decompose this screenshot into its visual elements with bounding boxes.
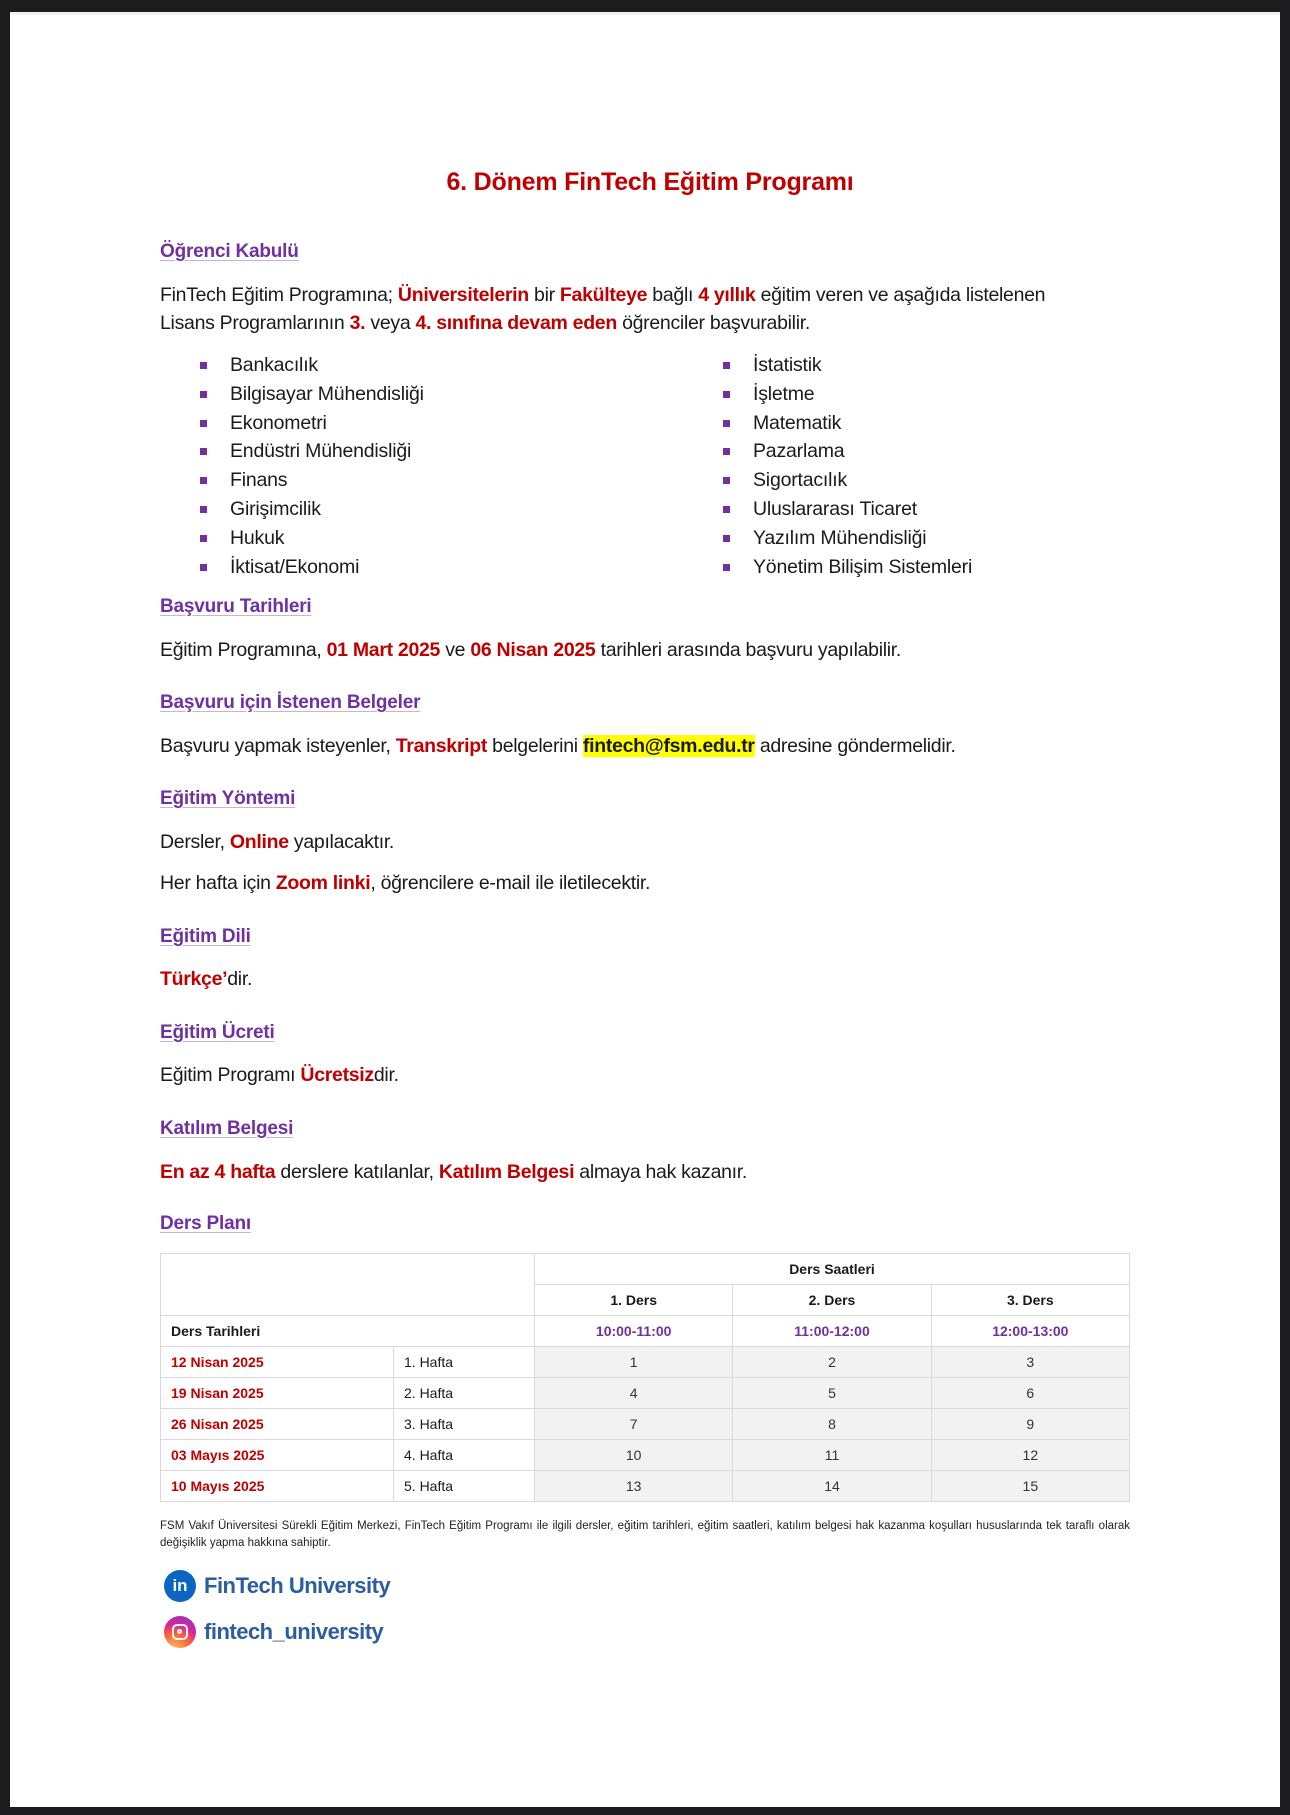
text: yapılacaktır. [288, 831, 395, 853]
program-name: Endüstri Mühendisliği [230, 440, 412, 463]
square-bullet-icon [200, 564, 207, 571]
lesson-number-cell: 6 [931, 1378, 1129, 1409]
page-title: 6. Dönem FinTech Eğitim Programı [446, 168, 854, 196]
method-line-2 [160, 869, 650, 897]
emphasis: Fakülteye [559, 284, 648, 306]
email-link[interactable]: fintech@fsm.edu.tr [582, 735, 755, 757]
program-name: Uluslararası Ticaret [753, 497, 917, 520]
heading-language: Eğitim Dili [160, 926, 251, 947]
square-bullet-icon [200, 391, 207, 398]
text: adresine göndermelidir. [754, 735, 956, 757]
admission-line-2 [160, 309, 810, 337]
method-line-1 [160, 828, 394, 856]
fee-text [160, 1061, 399, 1089]
emphasis: 4. sınıfına devam eden [415, 312, 617, 334]
program-name: Ekonometri [230, 411, 327, 434]
square-bullet-icon [723, 506, 730, 513]
programs-list-right [723, 351, 972, 581]
language-text [160, 965, 252, 993]
lesson-number-cell: 10 [535, 1440, 733, 1471]
list-item [200, 351, 424, 380]
emphasis: Transkript [395, 735, 488, 757]
text: , öğrencilere e-mail ile iletilecektir. [370, 872, 651, 894]
square-bullet-icon [723, 535, 730, 542]
program-name: Yönetim Bilişim Sistemleri [753, 555, 973, 578]
lesson-number-cell: 1 [535, 1347, 733, 1378]
program-name: Sigortacılık [753, 469, 848, 492]
lesson-number-cell: 14 [733, 1471, 931, 1502]
program-name: Bankacılık [230, 354, 318, 376]
emphasis: 4 yıllık [698, 284, 756, 306]
certificate-text [160, 1158, 747, 1186]
program-name: Finans [230, 469, 288, 492]
start-date: 01 Mart 2025 [326, 639, 441, 661]
text: tarihleri arasında başvuru yapılabilir. [595, 639, 902, 661]
text: Eğitim Programına, [160, 639, 327, 661]
week-cell: 3. Hafta [394, 1409, 535, 1440]
date-cell: 03 Mayıs 2025 [161, 1440, 394, 1471]
table-row [161, 1409, 1130, 1440]
square-bullet-icon [723, 362, 730, 369]
list-item [723, 466, 972, 495]
heading-admission: Öğrenci Kabulü [160, 241, 299, 262]
text: Her hafta için [160, 872, 276, 894]
list-item [200, 380, 424, 409]
square-bullet-icon [200, 448, 207, 455]
emphasis: Üniversitelerin [397, 284, 529, 306]
program-name: İşletme [753, 382, 815, 405]
empty-header-cell [161, 1254, 535, 1316]
emphasis: Ücretsiz [300, 1064, 374, 1086]
table-header-row [161, 1254, 1130, 1285]
admission-line-1 [160, 281, 1045, 309]
instagram-icon [164, 1616, 196, 1648]
lesson-number-cell: 15 [931, 1471, 1129, 1502]
text: FinTech Eğitim Programına; [160, 284, 398, 306]
list-item [200, 437, 424, 466]
lesson-number-cell: 12 [931, 1440, 1129, 1471]
application-dates-text [160, 636, 901, 664]
text: veya [365, 312, 416, 334]
lesson-number-cell: 5 [733, 1378, 931, 1409]
lesson-header: 3. Ders [931, 1285, 1129, 1316]
dates-header: Ders Tarihleri [161, 1316, 535, 1347]
linkedin-icon: in [164, 1570, 196, 1602]
square-bullet-icon [200, 477, 207, 484]
program-name: Matematik [753, 411, 842, 434]
program-name: İktisat/Ekonomi [230, 555, 360, 578]
text: Başvuru yapmak isteyenler, [160, 735, 396, 757]
date-cell: 10 Mayıs 2025 [161, 1471, 394, 1502]
text: Eğitim Programı [160, 1064, 301, 1086]
programs-list-left [200, 351, 424, 581]
list-item [200, 553, 424, 582]
square-bullet-icon [200, 535, 207, 542]
emphasis: Türkçe’ [160, 968, 228, 990]
text: eğitim veren ve aşağıda listelenen [755, 284, 1046, 306]
week-cell: 5. Hafta [394, 1471, 535, 1502]
list-item [723, 495, 972, 524]
document-page [10, 12, 1280, 1807]
text: Dersler, [160, 831, 230, 853]
week-cell: 2. Hafta [394, 1378, 535, 1409]
week-cell: 1. Hafta [394, 1347, 535, 1378]
list-item [200, 524, 424, 553]
program-name: İstatistik [753, 354, 822, 376]
square-bullet-icon [723, 420, 730, 427]
lesson-number-cell: 11 [733, 1440, 931, 1471]
lesson-time: 10:00-11:00 [535, 1316, 733, 1347]
lesson-number-cell: 9 [931, 1409, 1129, 1440]
program-name: Bilgisayar Mühendisliği [230, 382, 424, 405]
lesson-number-cell: 7 [535, 1409, 733, 1440]
text: bağlı [647, 284, 699, 306]
program-name: Girişimcilik [230, 497, 321, 520]
required-documents-text [160, 732, 956, 760]
instagram-link[interactable] [164, 1616, 383, 1648]
hours-header: Ders Saatleri [535, 1254, 1130, 1285]
text: dir. [373, 1064, 399, 1086]
lesson-number-cell: 4 [535, 1378, 733, 1409]
table-row [161, 1471, 1130, 1502]
square-bullet-icon [723, 477, 730, 484]
lesson-number-cell: 13 [535, 1471, 733, 1502]
lesson-number-cell: 3 [931, 1347, 1129, 1378]
heading-method: Eğitim Yöntemi [160, 788, 296, 809]
linkedin-label: FinTech University [204, 1573, 391, 1598]
heading-required-documents: Başvuru için İstenen Belgeler [160, 692, 421, 713]
list-item [723, 437, 972, 466]
week-cell: 4. Hafta [394, 1440, 535, 1471]
heading-certificate: Katılım Belgesi [160, 1118, 294, 1139]
text: ve [440, 639, 471, 661]
date-cell: 26 Nisan 2025 [161, 1409, 394, 1440]
list-item [723, 524, 972, 553]
text: bir [528, 284, 560, 306]
table-row [161, 1347, 1130, 1378]
time-header-row [161, 1316, 1130, 1347]
lesson-header: 2. Ders [733, 1285, 931, 1316]
square-bullet-icon [200, 506, 207, 513]
list-item [723, 553, 972, 582]
emphasis: Online [229, 831, 289, 853]
list-item [200, 409, 424, 438]
square-bullet-icon [723, 391, 730, 398]
linkedin-link[interactable] [164, 1570, 390, 1602]
program-name: Yazılım Mühendisliği [753, 526, 927, 549]
emphasis: Zoom linki [275, 872, 371, 894]
end-date: 06 Nisan 2025 [470, 639, 596, 661]
text: derslere katılanlar, [275, 1161, 439, 1183]
lesson-number-cell: 8 [733, 1409, 931, 1440]
lesson-number-cell: 2 [733, 1347, 931, 1378]
disclaimer-note: FSM Vakıf Üniversitesi Sürekli Eğitim Merkezi, FinTech Eğitim Programı ile ilgili dersler, eğitim tarihleri, eğitim saatleri, katılım belgesi hak kazanma koşulları hususlarında tek taraflı olarak değişiklik yapma hakkına sahiptir. [160, 1520, 1130, 1549]
text: Lisans Programlarının [160, 312, 350, 334]
square-bullet-icon [723, 564, 730, 571]
list-item [723, 409, 972, 438]
square-bullet-icon [723, 448, 730, 455]
lesson-header: 1. Ders [535, 1285, 733, 1316]
text: almaya hak kazanır. [574, 1161, 748, 1183]
square-bullet-icon [200, 362, 207, 369]
text: öğrenciler başvurabilir. [616, 312, 810, 334]
list-item [200, 495, 424, 524]
program-name: Pazarlama [753, 440, 845, 463]
date-cell: 12 Nisan 2025 [161, 1347, 394, 1378]
text: belgelerini [487, 735, 583, 757]
date-cell: 19 Nisan 2025 [161, 1378, 394, 1409]
lesson-time: 11:00-12:00 [733, 1316, 931, 1347]
emphasis: Katılım Belgesi [438, 1161, 575, 1183]
table-row [161, 1440, 1130, 1471]
heading-application-dates: Başvuru Tarihleri [160, 596, 312, 617]
instagram-label: fintech_university [204, 1619, 384, 1644]
text: dir. [227, 968, 253, 990]
table-row [161, 1378, 1130, 1409]
instagram-glyph [172, 1624, 188, 1640]
emphasis: 3. [349, 312, 366, 334]
emphasis: En az 4 hafta [160, 1161, 276, 1183]
heading-fee: Eğitim Ücreti [160, 1022, 275, 1043]
heading-course-plan: Ders Planı [160, 1213, 251, 1234]
list-item [723, 380, 972, 409]
program-name: Hukuk [230, 526, 285, 549]
list-item [723, 351, 972, 380]
course-plan-table [160, 1253, 1130, 1502]
square-bullet-icon [200, 420, 207, 427]
lesson-time: 12:00-13:00 [931, 1316, 1129, 1347]
list-item [200, 466, 424, 495]
